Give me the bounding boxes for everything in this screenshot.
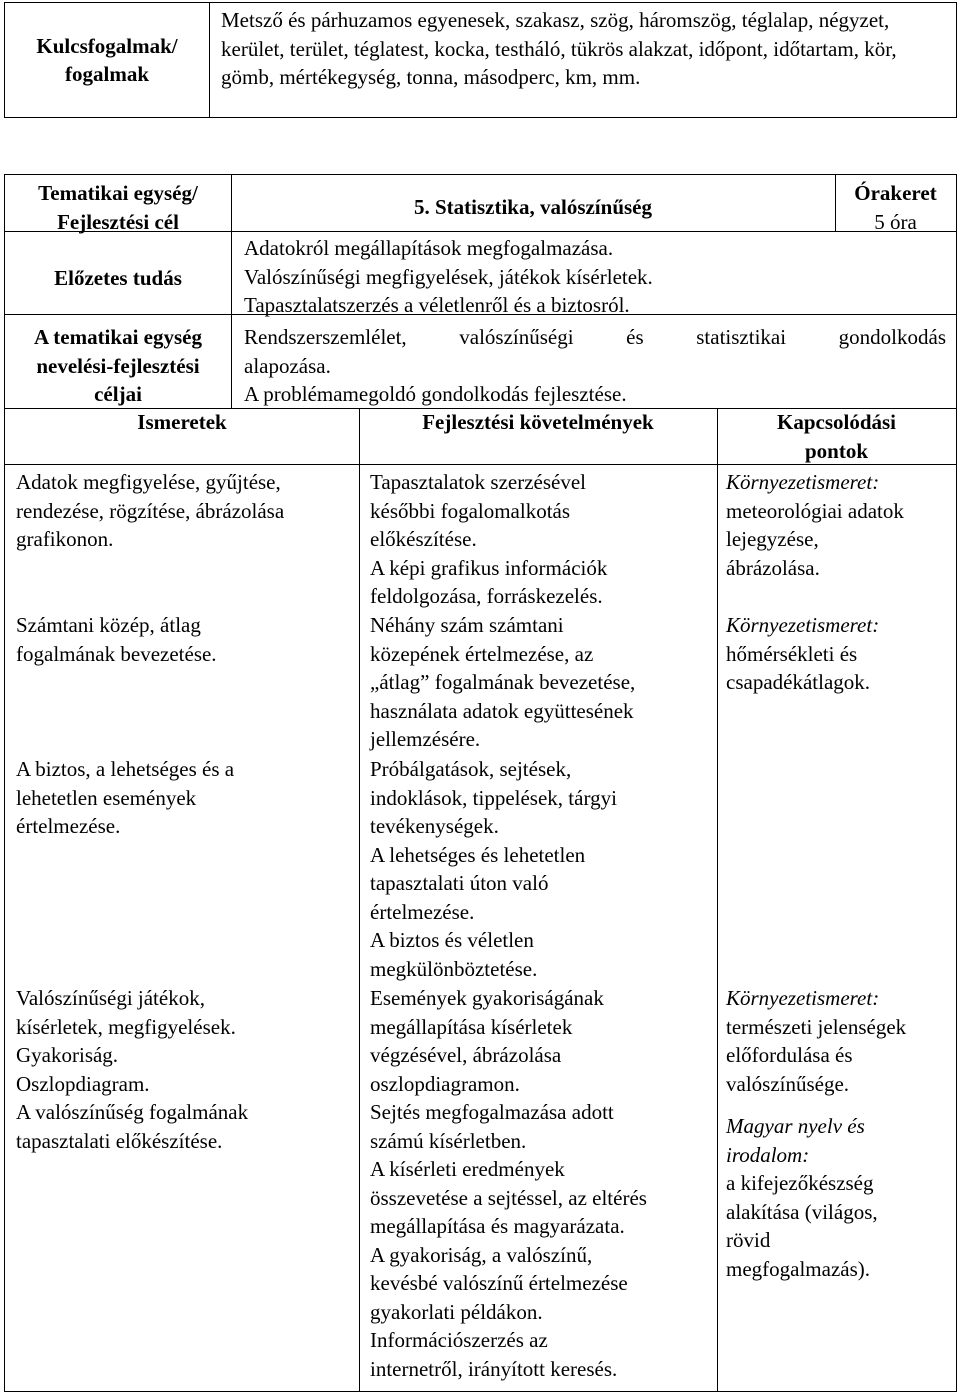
divider	[359, 408, 360, 1392]
requirements-text: Néhány szám számtani közepének értelmezése, az „átlag” fogalmának bevezetése, használata adatok együttesének jellemzésére.	[370, 613, 636, 751]
knowledge-text: A biztos, a lehetséges és a lehetetlen események értelmezése.	[16, 757, 235, 838]
connection-text: természeti jelenségek előfordulása és valószínűsége.	[726, 1014, 907, 1096]
column-header-knowledge: Ismeretek	[137, 410, 227, 434]
prior-knowledge-text	[244, 234, 944, 320]
table-row-requirements	[370, 755, 715, 983]
goals-line: Rendszerszemlélet, valószínűségi és statisztikai gondolkodás	[244, 325, 946, 349]
connection-text: a kifejezőkészség alakítása (világos, rövid megfogalmazás).	[726, 1171, 878, 1281]
key-concepts-label	[5, 3, 210, 117]
unit-label-text: Tematikai egység/ Fejlesztési cél	[38, 181, 198, 234]
requirements-text: Tapasztalatok szerzésével későbbi fogalomalkotás előkészítése. A képi grafikus információk feldolgozása, forráskezelés.	[370, 470, 608, 608]
goals-line: A problémamegoldó gondolkodás fejlesztése.	[244, 382, 627, 406]
table-row-knowledge	[16, 468, 356, 554]
connection-subject: Környezetismeret:	[726, 986, 880, 1010]
goals-label	[5, 323, 231, 409]
table-row-knowledge	[16, 755, 356, 841]
connection-subject: Magyar nyelv és irodalom:	[726, 1114, 865, 1167]
hours-value: 5 óra	[874, 209, 917, 234]
prior-knowledge-line: Tapasztalatszerzés a véletlenről és a biztosról.	[244, 293, 630, 317]
table-row-knowledge	[16, 611, 356, 668]
unit-label	[5, 179, 231, 236]
goals-text	[244, 323, 946, 409]
requirements-text: Események gyakoriságának megállapítása kísérletek végzésével, ábrázolása oszlopdiagramon. Sejtés megfogalmazása adott számú kísérletben. A kísérleti eredmények összevetése a sejtéssel, az eltérés megállapítása és magyarázata. A gyakoriság, a valószínű, kevésbé valószínű értelmezése gyakorlati példákon. Információszerzés az internetről, irányított keresés.	[370, 986, 647, 1381]
goals-line: alapozása.	[244, 353, 331, 378]
connection-subject: Környezetismeret:	[726, 613, 880, 637]
column-header-connections-text: Kapcsolódási pontok	[776, 410, 897, 463]
requirements-text: Próbálgatások, sejtések, indoklások, tippelések, tárgyi tevékenységek. A lehetséges és lehetetlen tapasztalati úton való értelmezése. A biztos és véletlen megkülönböztetése.	[370, 757, 617, 981]
table-row-requirements	[370, 611, 715, 754]
goals-label-text: A tematikai egység nevelési-fejlesztési céljai	[34, 325, 202, 406]
hours-label: Órakeret	[854, 181, 937, 205]
connection-subject: Környezetismeret:	[726, 470, 880, 494]
table-row-knowledge	[16, 984, 356, 1155]
table-row-connections	[726, 984, 954, 1283]
hours-cell	[835, 179, 956, 236]
divider	[717, 408, 718, 1392]
unit-title: 5. Statisztika, valószínűség	[413, 195, 652, 219]
table-row-connections	[726, 611, 954, 697]
column-header-requirements: Fejlesztési követelmények	[422, 410, 654, 434]
table-row-connections	[726, 468, 954, 582]
key-concepts-label-text: Kulcsfogalmak/ fogalmak	[36, 33, 178, 86]
table-row-requirements	[370, 984, 715, 1383]
prior-knowledge-line: Valószínűségi megfigyelések, játékok kísérletek.	[244, 264, 653, 289]
connection-text: hőmérsékleti és csapadékátlagok.	[726, 641, 871, 694]
key-concepts-text: Metsző és párhuzamos egyenesek, szakasz, szög, háromszög, téglalap, négyzet, kerület, terület, téglatest, kocka, testháló, tükrös alakzat, időpont, időtartam, kör, gömb, mértékegység, tonna, másodperc, km, mm.	[221, 8, 897, 89]
unit-table	[4, 174, 957, 1392]
knowledge-text: Számtani közép, átlag fogalmának bevezetése.	[16, 613, 217, 666]
knowledge-text: Valószínűségi játékok, kísérletek, megfigyelések. Gyakoriság. Oszlopdiagram. A valószínűség fogalmának tapasztalati előkészítése.	[16, 986, 249, 1153]
table-row-requirements	[370, 468, 715, 611]
prior-knowledge-label: Előzetes tudás	[54, 266, 182, 290]
connection-text: meteorológiai adatok lejegyzése, ábrázolása.	[726, 498, 904, 580]
knowledge-text: Adatok megfigyelése, gyűjtése, rendezése, rögzítése, ábrázolása grafikonon.	[16, 470, 285, 551]
prior-knowledge-line: Adatokról megállapítások megfogalmazása.	[244, 236, 614, 260]
key-concepts-table	[4, 2, 957, 118]
column-header-connections	[717, 408, 956, 465]
